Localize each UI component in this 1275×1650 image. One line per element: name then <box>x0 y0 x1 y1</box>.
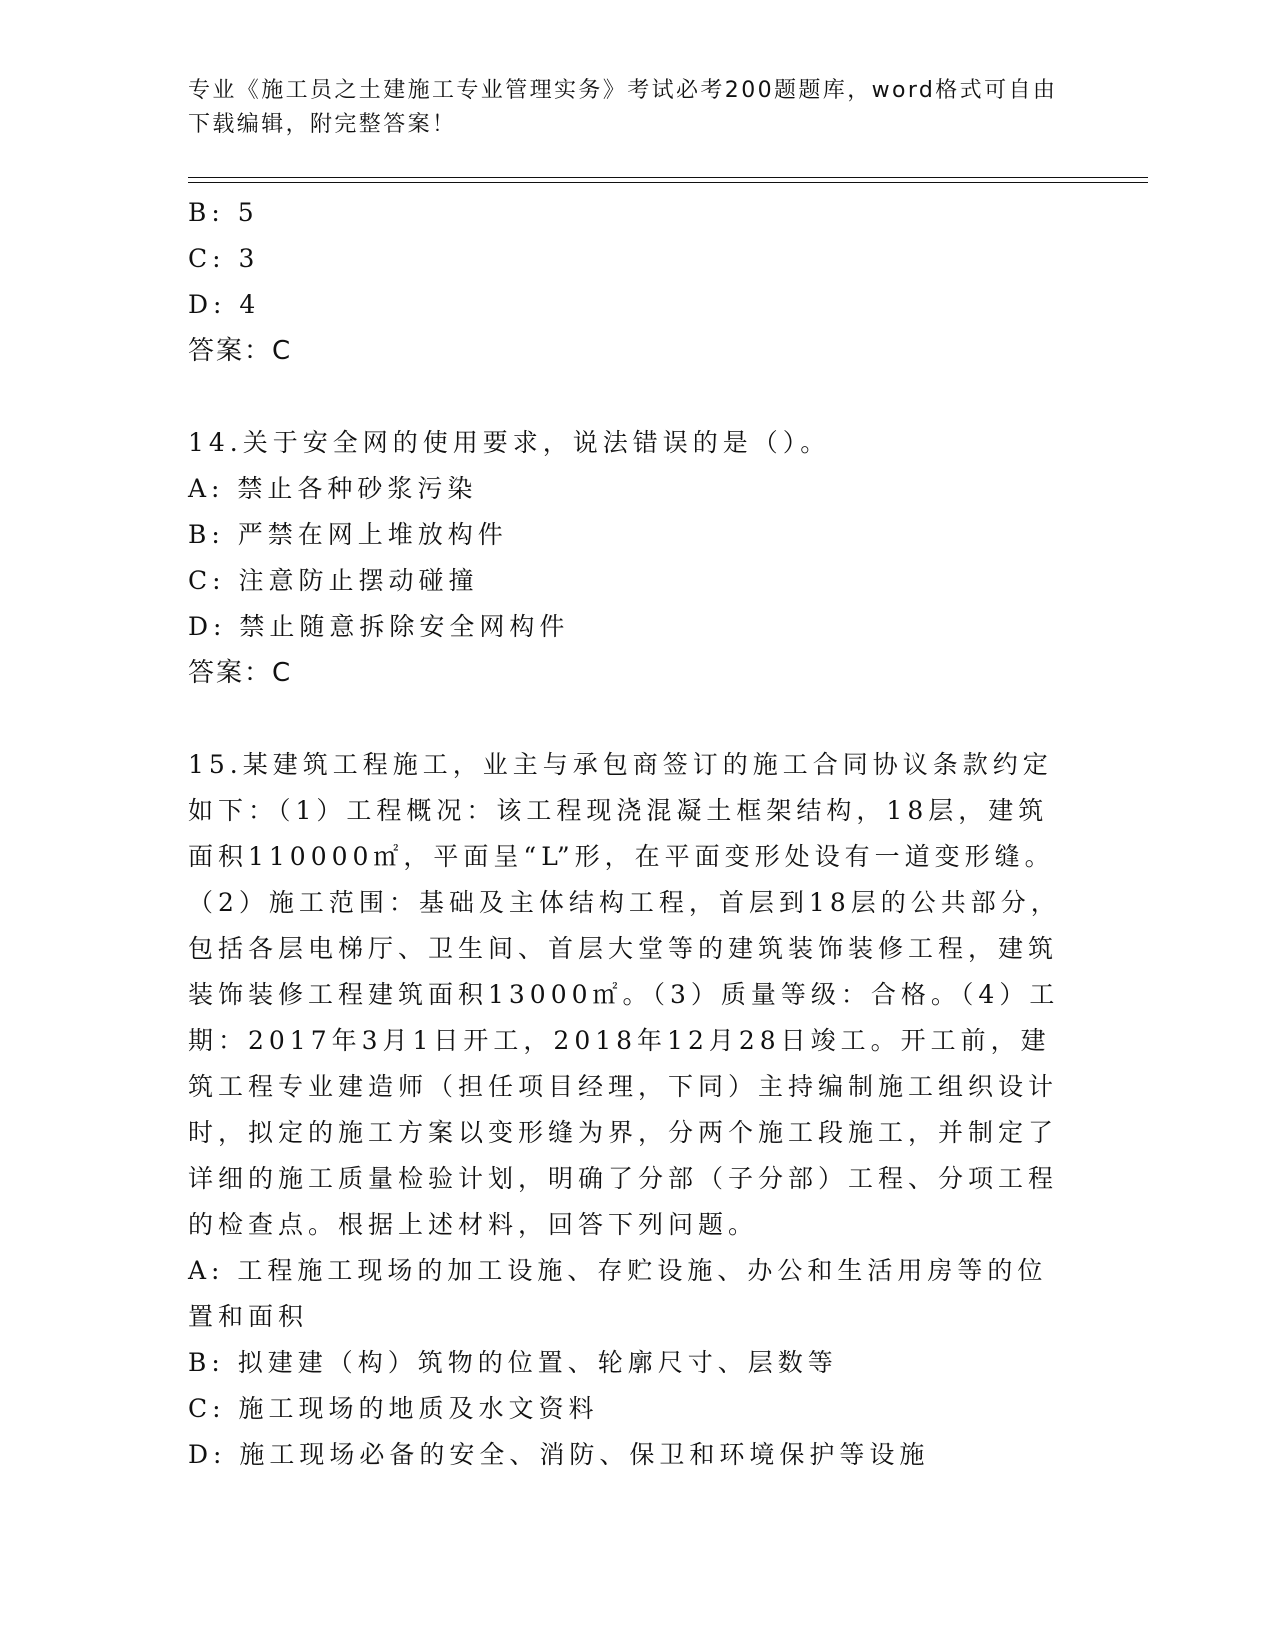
option-c: C: 注意防止摆动碰撞 <box>188 566 479 595</box>
option-d: D: 施工现场必备的安全、消防、保卫和环境保护等设施 <box>188 1440 930 1469</box>
question-content <box>188 190 1088 1478</box>
option-a: A: 禁止各种砂浆污染 <box>188 474 478 503</box>
question-13-continued <box>188 190 1088 374</box>
option-c: C: 施工现场的地质及水文资料 <box>188 1394 599 1423</box>
header-divider-bottom <box>188 182 1148 183</box>
option-a: A: 工程施工现场的加工设施、存贮设施、办公和生活用房等的位置和面积 <box>188 1256 1048 1331</box>
option-d: D: 4 <box>188 290 261 319</box>
answer-line: 答案：C <box>188 336 293 366</box>
document-header: 专业《施工员之土建施工专业管理实务》考试必考200题题库，word格式可自由下载编辑，附完整答案！ <box>188 78 1058 137</box>
header-divider-top <box>188 177 1148 178</box>
question-15 <box>188 742 1088 1478</box>
option-d: D: 禁止随意拆除安全网构件 <box>188 612 570 641</box>
question-stem: 14.关于安全网的使用要求，说法错误的是（）。 <box>188 428 831 457</box>
option-b: B: 拟建建（构）筑物的位置、轮廓尺寸、层数等 <box>188 1348 838 1377</box>
question-14 <box>188 420 1088 696</box>
option-b: B: 5 <box>188 198 259 227</box>
answer-line: 答案：C <box>188 658 293 688</box>
option-c: C: 3 <box>188 244 260 273</box>
option-b: B: 严禁在网上堆放构件 <box>188 520 508 549</box>
question-stem: 15.某建筑工程施工，业主与承包商签订的施工合同协议条款约定如下：（1）工程概况：该工程现浇混凝土框架结构，18层，建筑面积110000㎡，平面呈“L”形，在平面变形处设有一道变形缝。（2）施工范围：基础及主体结构工程，首层到18层的公共部分，包括各层电梯厅、卫生间、首层大堂等的建筑装饰装修工程，建筑装饰装修工程建筑面积13000㎡。（3）质量等级：合格。（4）工期：2017年3月1日开工，2018年12月28日竣工。开工前，建筑工程专业建造师（担任项目经理，下同）主持编制施工组织设计时，拟定的施工方案以变形缝为界，分两个施工段施工，并制定了详细的施工质量检验计划，明确了分部（子分部）工程、分项工程的检查点。根据上述材料，回答下列问题。 <box>188 750 1061 1239</box>
